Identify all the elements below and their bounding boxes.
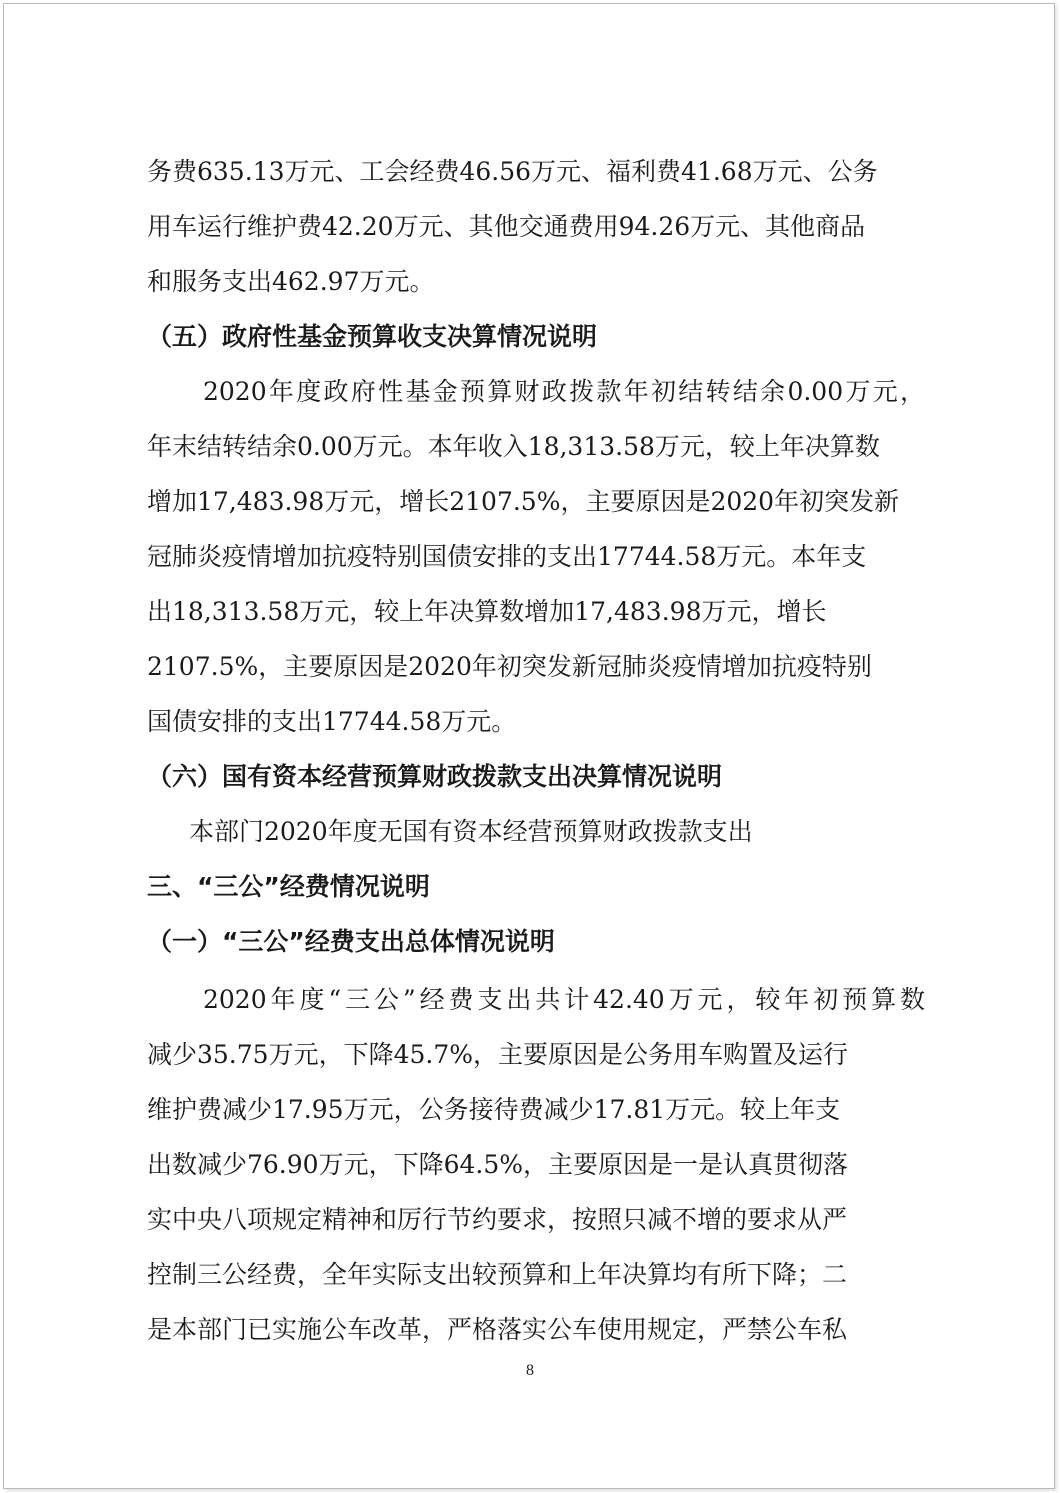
paragraph-line: 控制三公经费，全年实际支出较预算和上年决算均有所下降；二	[147, 1260, 848, 1289]
paragraph-line: 2020年度政府性基金预算财政拨款年初结转结余0.00万元，	[203, 377, 925, 406]
paragraph-line: 和服务支出462.97万元。	[147, 267, 435, 296]
section-heading-5: （五）政府性基金预算收支决算情况说明	[147, 322, 598, 351]
section-heading-6: （六）国有资本经营预算财政拨款支出决算情况说明	[147, 762, 723, 791]
paragraph-line: 增加17,483.98万元，增长2107.5%，主要原因是2020年初突发新	[147, 487, 900, 516]
paragraph-line: 出数减少76.90万元，下降64.5%，主要原因是一是认真贯彻落	[147, 1150, 848, 1179]
paragraph-line: 冠肺炎疫情增加抗疫特别国债安排的支出17744.58万元。本年支	[147, 542, 867, 571]
section-heading-3: 三、“三公”经费情况说明	[147, 872, 430, 901]
paragraph-line: 年末结转结余0.00万元。本年收入18,313.58万元，较上年决算数	[147, 432, 880, 461]
paragraph-line: 维护费减少17.95万元，公务接待费减少17.81万元。较上年支	[147, 1095, 841, 1124]
page-number: 8	[526, 1362, 534, 1379]
paragraph-line: 是本部门已实施公车改革，严格落实公车使用规定，严禁公车私	[147, 1315, 848, 1344]
paragraph-line: 实中央八项规定精神和厉行节约要求，按照只减不增的要求从严	[147, 1205, 848, 1234]
paragraph-line: 减少35.75万元，下降45.7%，主要原因是公务用车购置及运行	[147, 1040, 848, 1069]
section-heading-3-1: （一）“三公”经费支出总体情况说明	[147, 927, 555, 956]
paragraph-line: 务费635.13万元、工会经费46.56万元、福利费41.68万元、公务	[147, 157, 878, 186]
paragraph-line: 用车运行维护费42.20万元、其他交通费用94.26万元、其他商品	[147, 212, 866, 241]
paragraph-line: 2107.5%，主要原因是2020年初突发新冠肺炎疫情增加抗疫特别	[147, 652, 872, 681]
paragraph-line: 出18,313.58万元，较上年决算数增加17,483.98万元，增长	[147, 597, 827, 626]
paragraph-line: 2020年度“三公”经费支出共计42.40万元，较年初预算数	[203, 985, 925, 1014]
paragraph-line: 国债安排的支出17744.58万元。	[147, 707, 517, 736]
paragraph-line: 本部门2020年度无国有资本经营预算财政拨款支出	[189, 817, 753, 846]
